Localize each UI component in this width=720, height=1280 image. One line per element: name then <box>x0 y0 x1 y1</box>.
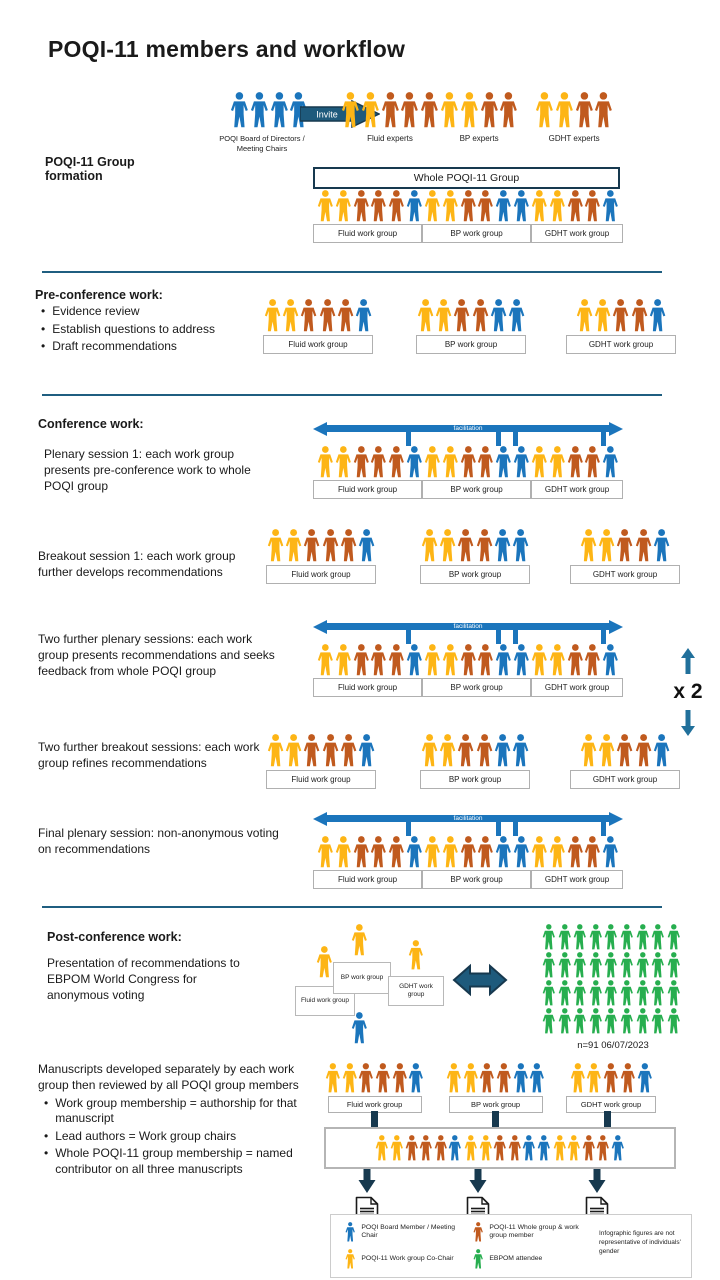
pre-fluid-label: Fluid work group <box>263 335 373 354</box>
formation-heading: POQI-11 Group formation <box>45 155 135 183</box>
exchange-double-arrow-icon <box>452 962 508 998</box>
board-caption: POQI Board of Directors / Meeting Chairs <box>219 134 305 153</box>
plenary1-text: Plenary session 1: each work group presents pre-conference work to whole POQI group <box>44 447 251 493</box>
post-board-figure <box>351 1012 368 1044</box>
legend-label: EBPOM attendee <box>489 1254 543 1262</box>
breakout2-bp-cluster: BP work group <box>420 734 530 789</box>
legend-label: POQI-11 Whole group & work group member <box>489 1223 579 1239</box>
conference-heading: Conference work: <box>38 417 144 431</box>
post-conference-heading: Post-conference work: <box>47 930 182 944</box>
whole-group-review-box <box>324 1127 676 1169</box>
gdht-group-figures <box>531 190 618 222</box>
work-group-label-strip: Fluid work group BP work group GDHT work group <box>313 480 623 499</box>
final-plenary-diagram <box>313 810 623 889</box>
plenary2-figures <box>313 644 623 676</box>
work-group-label-strip <box>313 224 623 243</box>
manuscripts-bullet-2: • Lead authors = Work group chairs <box>44 1128 237 1143</box>
facilitation-arrow: facilitation <box>313 618 623 644</box>
post-fluid-figure <box>316 946 333 978</box>
whole-group-box: Whole POQI-11 Group <box>313 167 620 189</box>
post-conference-text: Presentation of recommendations to EBPOM World Congress for anonymous voting <box>47 956 240 1002</box>
final-plenary-figures <box>313 836 623 868</box>
fluid-experts-figures <box>341 92 439 128</box>
bp-experts-group <box>440 92 518 144</box>
breakout1-fluid-cluster: Fluid work group <box>266 529 376 584</box>
legend-board-figure-icon <box>345 1222 355 1242</box>
breakout2-gdht-cluster: GDHT work group <box>570 734 680 789</box>
post-gdht-box: GDHT work group <box>388 976 444 1006</box>
attendees-count-label: n=91 06/07/2023 <box>577 1040 649 1051</box>
pre-bp-cluster <box>416 299 526 354</box>
gdht-work-group-label: GDHT work group <box>531 224 623 243</box>
section-divider <box>42 394 662 396</box>
pre-bullet-3: • Draft recommendations <box>41 339 177 354</box>
formation-figures <box>313 190 623 222</box>
fluid-group-figures <box>317 190 422 222</box>
fluid-experts-caption: Fluid experts <box>367 134 413 143</box>
manuscripts-text: Manuscripts developed separately by each work group then reviewed by all POQI group members <box>38 1062 299 1092</box>
facilitation-label: facilitation <box>453 425 483 432</box>
bp-work-group-label: BP work group <box>422 224 531 243</box>
plenary2-text: Two further plenary sessions: each work group presents recommendations and seeks feedback from whole POQI group <box>38 632 275 678</box>
legend-member-figure-icon <box>473 1222 483 1242</box>
pre-conference-heading: Pre-conference work: <box>35 288 163 302</box>
gdht-experts-figures <box>535 92 613 128</box>
legend-attendee-figure-icon <box>473 1249 483 1269</box>
legend-item-member <box>473 1222 597 1242</box>
pre-bp-figures <box>417 299 525 332</box>
post-fluid-box: Fluid work group <box>295 986 355 1016</box>
pre-gdht-cluster <box>566 299 676 354</box>
pre-conference-block <box>35 288 265 355</box>
section-divider <box>42 906 662 908</box>
pre-gdht-label: GDHT work group <box>566 335 676 354</box>
work-group-label-strip: Fluid work group BP work group GDHT work group <box>313 870 623 889</box>
legend-cochair-figure-icon <box>345 1249 355 1269</box>
up-arrow-icon <box>680 648 696 674</box>
legend-note: Infographic figures are not representative of individuals' gender <box>599 1230 681 1255</box>
gdht-experts-caption: GDHT experts <box>548 134 600 143</box>
post-bp-box: BP work group <box>333 962 391 994</box>
invite-label: Invite <box>316 109 338 120</box>
breakout1-bp-cluster: BP work group <box>420 529 530 584</box>
pre-fluid-figures <box>264 299 372 332</box>
repeat-label: x 2 <box>673 680 703 703</box>
legend-item-attendee <box>473 1249 597 1269</box>
legend-item-cochair <box>345 1249 469 1269</box>
fluid-experts-group <box>341 92 439 144</box>
manuscripts-block <box>38 1062 300 1178</box>
post-bp-figure <box>351 924 368 956</box>
plenary2-diagram <box>313 618 623 697</box>
breakout1-gdht-cluster: GDHT work group <box>570 529 680 584</box>
arrow-left-head <box>313 422 327 436</box>
formation-row <box>313 190 623 243</box>
ebpom-attendees-grid <box>542 924 684 1034</box>
ms-fluid-cluster: Fluid work group <box>325 1063 424 1113</box>
breakout2-text: Two further breakout sessions: each work group refines recommendations <box>38 740 260 770</box>
ms-gdht-cluster: GDHT work group <box>566 1063 656 1113</box>
pre-gdht-figures <box>576 299 666 332</box>
arrow-right-head <box>609 422 623 436</box>
facilitation-arrow: facilitation <box>313 810 623 836</box>
flow-down-arrow-icon <box>358 1169 376 1193</box>
post-gdht-figure <box>408 940 424 970</box>
legend-box <box>330 1214 692 1278</box>
bp-group-figures <box>424 190 529 222</box>
ms-bp-cluster: BP work group <box>446 1063 545 1113</box>
connector-bar <box>492 1111 499 1127</box>
down-arrow-icon <box>680 710 696 736</box>
section-divider <box>42 271 662 273</box>
legend-label: POQI-11 Work group Co-Chair <box>361 1254 454 1262</box>
legend-label: POQI Board Member / Meeting Chair <box>361 1223 456 1239</box>
bp-experts-figures <box>440 92 518 128</box>
connector-bar <box>371 1111 378 1127</box>
legend-item-board <box>345 1222 469 1242</box>
gdht-experts-group <box>535 92 613 144</box>
connector-bar <box>604 1111 611 1127</box>
work-group-label-strip: Fluid work group BP work group GDHT work group <box>313 678 623 697</box>
manuscripts-bullet-3: • Whole POQI-11 group membership = named contributor on all three manuscripts <box>44 1146 293 1177</box>
board-figures <box>230 92 308 128</box>
facilitation-arrow <box>313 420 623 446</box>
fluid-work-group-label: Fluid work group <box>313 224 422 243</box>
bp-experts-caption: BP experts <box>459 134 499 143</box>
pre-bp-label: BP work group <box>416 335 526 354</box>
manuscripts-bullet-1: • Work group membership = authorship for that manuscript <box>44 1095 297 1126</box>
repeat-x2-block <box>668 648 708 736</box>
breakout2-fluid-cluster: Fluid work group <box>266 734 376 789</box>
breakout1-text: Breakout session 1: each work group further develops recommendations <box>38 549 236 579</box>
review-figures <box>375 1135 624 1161</box>
page-title: POQI-11 members and workflow <box>48 36 406 62</box>
flow-down-arrow-icon <box>469 1169 487 1193</box>
plenary1-figures <box>313 446 623 478</box>
flow-down-arrow-icon <box>588 1169 606 1193</box>
pre-fluid-cluster <box>263 299 373 354</box>
pre-bullet-2: • Establish questions to address <box>41 321 215 336</box>
pre-bullet-1: • Evidence review <box>41 304 140 318</box>
final-plenary-text: Final plenary session: non-anonymous voting on recommendations <box>38 826 279 856</box>
plenary1-diagram <box>313 420 623 499</box>
